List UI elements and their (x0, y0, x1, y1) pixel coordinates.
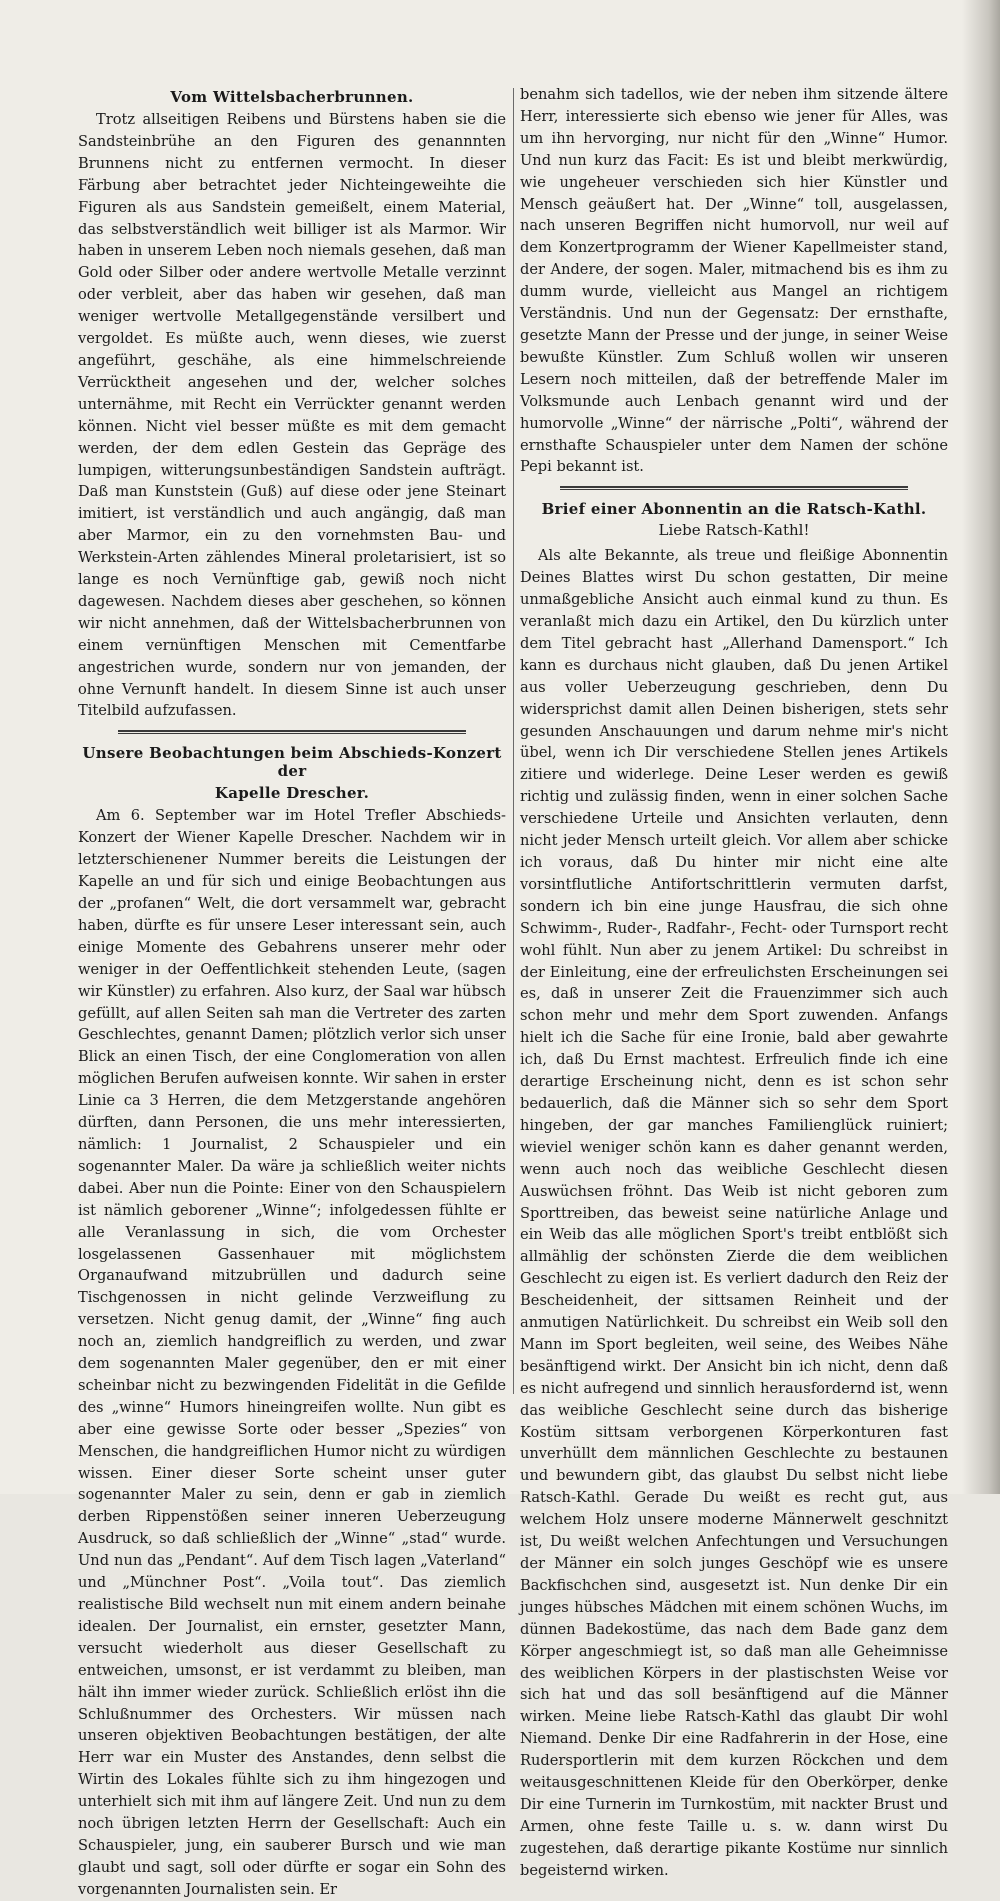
letter-salutation: Liebe Ratsch-Kathl! (658, 521, 810, 540)
article-divider (560, 486, 908, 490)
article-title-brief: Brief einer Abonnentin an die Ratsch-Kathl. (541, 500, 927, 519)
article-body-brief: Als alte Bekannte, als treue und fleißige Abonnentin Deines Blattes wirst Du schon gestatten, Dir meine unmaßgebliche Ansicht auch einmal kund zu thun. Es veranlaßt mich dazu ein Artikel, den Du kürzlich unter dem Titel gebracht hast „Allerhand Damensport.“ Ich kann es durchaus nicht glauben, daß Du jenen Artikel aus voller Ueberzeugung geschrieben, denn Du widersprichst damit allen Deinen bisherigen, stets sehr gesunden Anschauungen und darum nehme mir's nicht übel, wenn ich Dir verschiedene Stellen jenes Artikels zitiere und widerlege. Deine Leser werden es gewiß richtig und zulässig finden, wenn in einer solchen Sache verschiedene Urteile und Ansichten verlauten, denn nicht jeder Mensch urteilt gleich. Vor allem aber schicke ich voraus, daß Du hinter mir nicht eine alte vorsintflutliche Antifortschrittlerin vermuten darfst, sondern ich bin eine junge Hausfrau, die sich ohne Schwimm-, Ruder-, Radfahr-, Fecht- oder Turnsport recht wohl fühlt. Nun aber zu jenem Artikel: Du schreibst in der Einleitung, eine der erfreulichsten Erscheinungen sei es, daß in unserer Zeit die Frauenzimmer sich auch schon mehr und mehr dem Sport zuwenden. Anfangs hielt ich die Sache für eine Ironie, bald aber gewahrte ich, daß Du Ernst machtest. Erfreulich finde ich eine derartige Erscheinung nicht, denn es ist schon sehr bedauerlich, daß die Männer sich so sehr dem Sport hingeben, der gar manches Familienglück ruiniert; wieviel weniger schön kann es daher genannt werden, wenn auch noch das weibliche Geschlecht diesen Auswüchsen fröhnt. Das Weib ist nicht geboren zum Sporttreiben, das beweist seine natürliche Anlage und ein Weib das alle möglichen Sport's treibt entblößt sich allmählig der schönsten Zierde die dem weiblichen Geschlecht zu eigen ist. Es verliert dadurch den Reiz der Bescheidenheit, der sittsamen Reinheit und der anmutigen Natürlichkeit. Du schreibst ein Weib soll den Mann im Sport begleiten, weil seine, des Weibes Nähe besänftigend wirkt. Der Ansicht bin ich nicht, denn daß es nicht aufregend und sinnlich herausfordernd ist, wenn das weibliche Geschlecht seine durch das bisherige Kostüm sittsam verborgenen Körperkonturen fast unverhüllt dem männlichen Geschlechte zu bestaunen und bewundern gibt, das glaubst Du selbst nicht liebe Ratsch-Kathl. Gerade Du weißt es recht gut, aus welchem Holz unsere moderne Männerwelt geschnitzt ist, Du weißt welchen Anfechtungen und Versuchungen der Männer ein solch junges Geschöpf wie es unsere Backfischchen sind, ausgesetzt ist. Nun denke Dir ein junges hübsches Mädchen mit einem schönen Wuchs, im dünnen Badekostüme, das nach dem Bade ganz dem Körper angeschmiegt ist, so daß man alle Geheimnisse des weiblichen Körpers in der plastischsten Weise vor sich hat und das soll besänftigend auf die Männer wirken. Meine liebe Ratsch-Kathl das glaubt Dir wohl Niemand. Denke Dir eine Radfahrerin in der Hose, eine Rudersportlerin mit dem kurzen Röckchen und dem weitausgeschnittenen Kleide für den Oberkörper, denke Dir eine Turnerin im Turnkostüm, mit nackter Brust und Armen, ohne feste Taille u. s. w. dann wirst Du zugestehen, daß derartige pikante Kostüme nur sinnlich begeisternd wirken. (520, 547, 948, 1879)
article-title-konzert-line2: Kapelle Drescher. (214, 784, 370, 803)
article-divider (118, 730, 466, 734)
article-body-wittelsbacherbrunnen: Trotz allseitigen Reibens und Bürstens haben sie die Sandsteinbrühe an den Figuren des genannnten Brunnens nicht zu entfernen vermocht. In dieser Färbung aber betrachtet jeder Nichteingeweihte die Figuren als aus Sandstein gemeißelt, einem Material, das selbstverständlich weit billiger ist als Marmor. Wir haben in unserem Leben noch niemals gesehen, daß man Gold oder Silber oder andere wertvolle Metalle verzinnt oder verbleit, aber das haben wir gesehen, daß man weniger wertvolle Metallgegenstände versilbert und vergoldet. Es müßte auch, wenn dieses, wie zuerst angeführt, geschähe, als eine himmelschreiende Verrücktheit angesehen und der, welcher solches unternähme, mit Recht ein Verrückter genannt werden können. Nicht viel besser müßte es mit dem gemacht werden, der dem edlen Gestein das Gepräge des lumpigen, witterungsunbeständigen Sandstein aufträgt. Daß man Kunststein (Guß) auf diese oder jene Steinart imitiert, ist verständlich und auch angängig, daß man aber Marmor, ein zu den vornehmsten Bau- und Werkstein-Arten zählendes Mineral proletarisiert, ist so lange es noch Vernünftige gab, gewiß noch nicht dagewesen. Nachdem dieses aber geschehen, so können wir nicht annehmen, daß der Wittelsbacherbrunnen von einem vernünftigen Menschen mit Cementfarbe angestrichen wurde, sondern nur von jemanden, der ohne Vernunft handelt. In diesem Sinne ist auch unser Titelbild aufzufassen. (78, 111, 506, 720)
text-columns (78, 84, 948, 1898)
article-body-konzert: Am 6. September war im Hotel Trefler Abschieds-Konzert der Wiener Kapelle Drescher. Nachdem wir in letzterschienener Nummer bereits die Leistungen der Kapelle an und für sich und einige Beobachtungen aus der „profanen“ Welt, die dort versammelt war, gebracht haben, dürfte es für unsere Leser interessant sein, auch einige Momente des Gebahrens unserer mehr oder weniger in der Oeffentlichkeit stehenden Leute, (sagen wir Künstler) zu erfahren. Also kurz, der Saal war hübsch gefüllt, auf allen Seiten sah man die Vertreter des zarten Geschlechtes, genannt Damen; plötzlich verlor sich unser Blick an einen Tisch, der eine Conglomeration von allen möglichen Berufen aufweisen konnte. Wir sahen in erster Linie ca 3 Herren, die dem Metzgerstande angehören dürften, dann Personen, die uns mehr interessierten, nämlich: 1 Journalist, 2 Schauspieler und ein sogenannter Maler. Da wäre ja schließlich weiter nichts dabei. Aber nun die Pointe: Einer von den Schauspielern ist nämlich geborener „Winne“; infolgedessen fühlte er alle Veranlassung in sich, die vom Orchester losgelassenen Gassenhauer mit möglichstem Organaufwand mitzubrüllen und dadurch seine Tischgenossen in nicht gelinde Verzweiflung zu versetzen. Nicht genug damit, der „Winne“ fing auch noch an, ziemlich handgreiflich zu werden, und zwar dem sogenannten Maler gegenüber, den er mit einer scheinbar nicht zu bezwingenden Fidelität in die Gefilde des „winne“ Humors hineingreifen wollte. Nun gibt es aber eine gewisse Sorte oder besser „Spezies“ von Menschen, die handgreiflichen Humor nicht zu würdigen wissen. Einer dieser Sorte scheint unser guter sogenannter Maler zu sein, denn er gab in ziemlich derben Rippenstößen seiner inneren Ueberzeugung Ausdruck, so daß schließlich der „Winne“ „stad“ wurde. Und nun das „Pendant“. Auf dem Tisch lagen „Vaterland“ und „Münchner Post“. „Voila tout“. Das ziemlich realistische Bild wechselt nun mit einem andern beinahe idealen. Der Journalist, ein ernster, gesetzter Mann, versucht wiederholt aus dieser Gesellschaft zu entweichen, umsonst, er ist verdammt zu bleiben, man hält ihn immer wieder zurück. Schließlich erlöst ihn die Schlußnummer des Orchesters. Wir müssen nach unseren objektiven Beobachtungen bestätigen, der alte Herr war ein Muster des Anstandes, denn selbst die Wirtin des Lokales fühlte sich zu ihm hingezogen und unterhielt sich mit ihm auf längere Zeit. Und nun zu dem noch übrigen letzten Herrn der Gesellschaft: Auch ein Schauspieler, jung, ein sauberer Bursch und wie man glaubt und sagt, soll oder dürfte er sogar ein Sohn des vorgenannten Journalisten sein. Er (78, 807, 506, 1898)
page-edge-shadow (962, 0, 1000, 1494)
left-column (78, 84, 506, 1898)
right-column (520, 84, 948, 1879)
article-title-konzert-line1: Unsere Beobachtungen beim Abschieds-Konzert der (82, 744, 502, 781)
column-rule (513, 88, 514, 1394)
article-title-wittelsbacherbrunnen: Vom Wittelsbacherbrunnen. (170, 88, 414, 106)
article-body-konzert-continued: benahm sich tadellos, wie der neben ihm sitzende ältere Herr, interessierte sich ebenso wie jener für Alles, was um ihn hervorging, nur nicht für den „Winne“ Humor. Und nun kurz das Facit: Es ist und bleibt merkwürdig, wie ungeheuer verschieden sich hier Künstler und Mensch geäußert hat. Der „Winne“ toll, ausgelassen, nach unseren Begriffen nicht humorvoll, nur weil auf dem Konzertprogramm der Wiener Kapellmeister stand, der Andere, der sogen. Maler, mitmachend bis es ihm zu dumm wurde, vielleicht aus Mangel an richtigem Verständnis. Und nun der Gegensatz: Der ernsthafte, gesetzte Mann der Presse und der junge, in seiner Weise bewußte Künstler. Zum Schluß wollen wir unseren Lesern noch mitteilen, daß der betreffende Maler im Volksmunde auch Lenbach genannt wird und der humorvolle „Winne“ der närrische „Polti“, während der ernsthafte Schauspieler unter dem Namen der schöne Pepi bekannt ist. (520, 86, 948, 476)
